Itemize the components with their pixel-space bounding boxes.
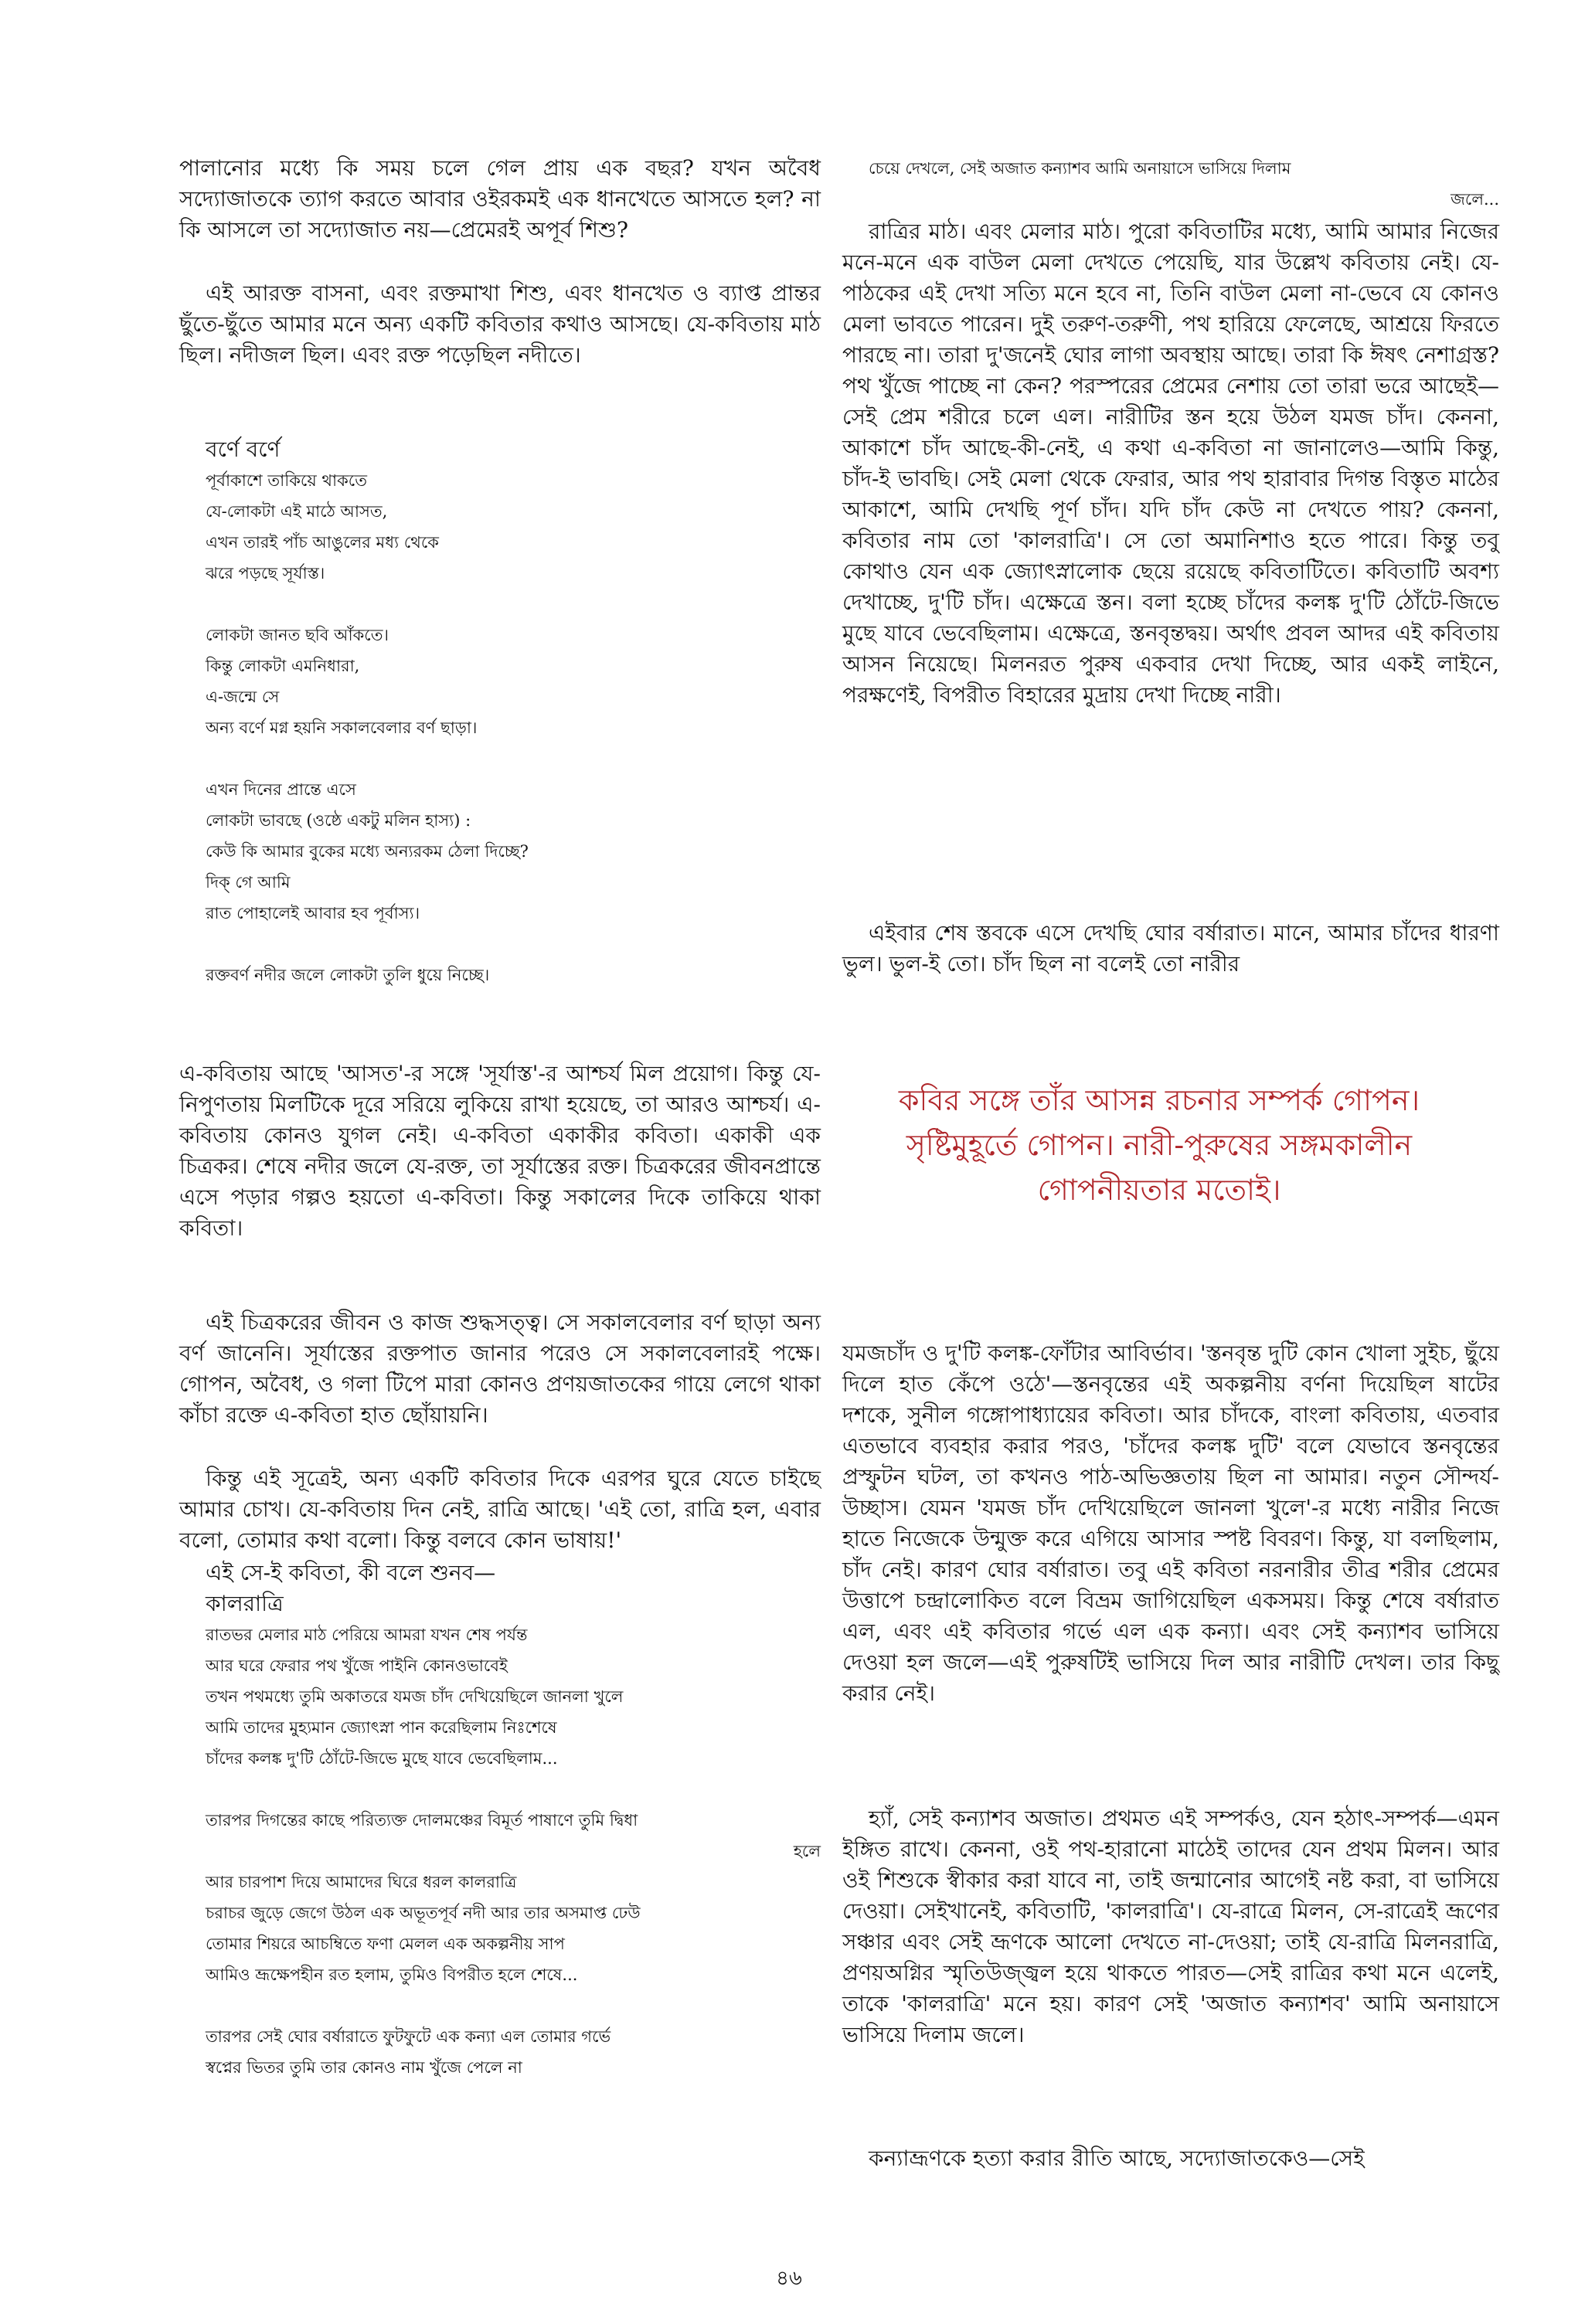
poem-line: কেউ কি আমার বুকের মধ্যে অন্যরকম ঠেলা দিচ্ছে?	[206, 842, 529, 861]
poem-2-wrap: হলে	[793, 1842, 821, 1860]
poem-line: তখন পথমধ্যে তুমি অকাতরে যমজ চাঁদ দেখিয়েছিলে জানলা খুলে	[206, 1687, 624, 1706]
right-quote-line: চেয়ে দেখলে, সেই অজাত কন্যাশব আমি অনায়াসে ভাসিয়ে দিলাম	[869, 159, 1291, 178]
poem-1	[179, 434, 821, 990]
poem-line: আমি তাদের মুহ্যমান জ্যোৎস্না পান করেছিলাম নিঃশেষে	[206, 1718, 557, 1737]
poem-1-title: বর্ণে বর্ণে	[206, 437, 281, 462]
poem-line: আর চারপাশ দিয়ে আমাদের ঘিরে ধরল কালরাত্রি	[206, 1873, 517, 1891]
poem-line: এ-জন্মে সে	[206, 688, 280, 706]
stanza-break	[206, 929, 821, 960]
poem-line: তারপর দিগন্তের কাছে পরিত্যক্ত দোলমঞ্চের বিমূর্ত পাষাণে তুমি দ্বিধা	[206, 1811, 638, 1830]
poem-line: রক্তবর্ণ নদীর জলে লোকটা তুলি ধুয়ে নিচ্ছে।	[206, 966, 490, 984]
right-paragraph-2: এইবার শেষ স্তবকে এসে দেখছি ঘোর বর্ষারাত। মানে, আমার চাঁদের ধারণা ভুল। ভুল-ই তো। চাঁদ ছিল না বলেই তো নারীর	[842, 920, 1499, 977]
right-quote-wrap: জলে...	[1450, 190, 1499, 209]
right-paragraph-1: রাত্রির মাঠ। এবং মেলার মাঠ। পুরো কবিতাটির মধ্যে, আমি আমার নিজের মনে-মনে এক বাউল মেলা দেখতে পেয়েছি, যার উল্লেখ কবিতায় নেই। যে-পাঠকের এই দেখা সত্যি মনে হবে না, তিনি বাউল মেলা না-ভেবে যে কোনও মেলা ভাবতে পারেন। দুই তরুণ-তরুণী, পথ হারিয়ে ফেলেছে, আশ্রয়ে ফিরতে পারছে না। তারা দু'জনেই ঘোর লাগা অবস্থায় আছে। তারা কি ঈষৎ নেশাগ্রস্ত? পথ খুঁজে পাচ্ছে না কেন? পরস্পরের প্রেমের নেশায় তো তারা ভরে আছেই—সেই প্রেম শরীরে চলে এল। নারীটির স্তন হয়ে উঠল যমজ চাঁদ। কেননা, আকাশে চাঁদ আছে-কী-নেই, এ কথা এ-কবিতা না জানালেও—আমি কিন্তু, চাঁদ-ই ভাবছি। সেই মেলা থেকে ফেরার, আর পথ হারাবার দিগন্ত বিস্তৃত মাঠের আকাশে, আমি দেখছি পূর্ণ চাঁদ। যদি চাঁদ কেউ না দেখতে পায়? কেননা, কবিতার নাম তো 'কালরাত্রি'। সে তো অমানিশাও হতে পারে। কিন্তু তবু কোথাও যেন এক জ্যোৎস্নালোক ছেয়ে রয়েছে কবিতাটিতে। কবিতাটি অবশ্য দেখাচ্ছে, দু'টি চাঁদ। এক্ষেত্রে স্তন। বলা হচ্ছে চাঁদের কলঙ্ক দু'টি ঠোঁটে-জিভে মুছে যাবে ভেবেছিলাম। এক্ষেত্রে, স্তনবৃন্তদ্বয়। অর্থাৎ প্রবল আদর এই কবিতায় আসন নিয়েছে। মিলনরত পুরুষ একবার দেখা দিচ্ছে, আর একই লাইনে, পরক্ষণেই, বিপরীত বিহারের মুদ্রায় দেখা দিচ্ছে নারী।	[842, 219, 1500, 708]
poem-line: পূর্বাকাশে তাকিয়ে থাকতে	[206, 471, 367, 490]
stanza-break	[206, 1774, 821, 1805]
poem-line: লোকটা ভাবছে (ওষ্ঠে একটু মলিন হাস্য) :	[206, 811, 471, 830]
right-paragraph-3: যমজচাঁদ ও দু'টি কলঙ্ক-ফোঁটার আবির্ভাব। 'স্তনবৃন্ত দুটি কোন খোলা সুইচ, ছুঁয়ে দিলে হাত কেঁপে ওঠে'—স্তনবৃন্তের এই অকল্পনীয় বর্ণনা দিয়েছিল ষাটের দশকে, সুনীল গঙ্গোপাধ্যায়ের কবিতা। আর চাঁদকে, বাংলা কবিতায়, এতবার এতভাবে ব্যবহার করার পরও, 'চাঁদের কলঙ্ক দুটি' বলে যেভাবে স্তনবৃন্তের প্রস্ফুটন ঘটল, তা কখনও পাঠ-অভিজ্ঞতায় ছিল না আমার। নতুন সৌন্দর্য-উচ্ছাস। যেমন 'যমজ চাঁদ দেখিয়েছিলে জানলা খুলে'-র মধ্যে নারীর নিজে হাতে নিজেকে উন্মুক্ত করে এগিয়ে আসার স্পষ্ট বিবরণ। কিন্তু, যা বলছিলাম, চাঁদ নেই। কারণ ঘোর বর্ষারাত। তবু এই কবিতা নরনারীর তীব্র শরীর প্রেমের উত্তাপে চন্দ্রালোকিত বলে বিভ্রম জাগিয়েছিল একসময়। কিন্তু শেষে বর্ষারাত এল, এবং এই কবিতার গর্ভে এল এক কন্যা। এবং সেই কন্যাশব ভাসিয়ে দেওয়া হল জলে—এই পুরুষটিই ভাসিয়ে দিল আর নারীটি দেখল। তার কিছু করার নেই।	[842, 1340, 1499, 1706]
poem-line: তারপর সেই ঘোর বর্ষারাতে ফুটফুটে এক কন্যা এল তোমার গর্ভে	[206, 2027, 611, 2046]
poem-line: অন্য বর্ণে মগ্ন হয়নি সকালবেলার বর্ণ ছাড়া।	[206, 719, 478, 737]
poem-line: রাত পোহালেই আবার হব পূর্বাস্য।	[206, 904, 420, 922]
left-paragraph-6: এই সে-ই কবিতা, কী বলে শুনব—	[206, 1560, 496, 1585]
poem-line: চাঁদের কলঙ্ক দু'টি ঠোঁটে-জিভে মুছে যাবে ভেবেছিলাম...	[206, 1749, 558, 1768]
poem-line: এখন তারই পাঁচ আঙুলের মধ্য থেকে	[206, 533, 439, 552]
poem-line: রাতভর মেলার মাঠ পেরিয়ে আমরা যখন শেষ পর্যন্ত	[206, 1626, 528, 1644]
poem-line: দিক্‌ গে আমি	[206, 873, 291, 892]
pull-quote: কবির সঙ্গে তাঁর আসন্ন রচনার সম্পর্ক গোপন। সৃষ্টিমুহূর্তে গোপন। নারী-পুরুষের সঙ্গমকালীন গোপনীয়তার মতোই।	[898, 1083, 1420, 1207]
left-paragraph-4: এই চিত্রকরের জীবন ও কাজ শুদ্ধসত্ত্ব। সে সকালবেলার বর্ণ ছাড়া অন্য বর্ণ জানেনি। সূর্যাস্তের রক্তপাত জানার পরেও সে সকালবেলারই পক্ষে। গোপন, অবৈধ, ও গলা টিপে মারা কোনও প্রণয়জাতকের গায়ে লেগে থাকা কাঁচা রক্তে এ-কবিতা হাত ছোঁয়ায়নি।	[179, 1310, 821, 1428]
left-paragraph-3: এ-কবিতায় আছে 'আসত'-র সঙ্গে 'সূর্যাস্ত'-র আশ্চর্য মিল প্রয়োগ। কিন্তু যে-নিপুণতায় মিলটিকে দূরে সরিয়ে লুকিয়ে রাখা হয়েছে, তা আরও আশ্চর্য। এ-কবিতায় কোনও যুগল নেই। এ-কবিতা একাকীর কবিতা। একাকী এক চিত্রকর। শেষে নদীর জলে যে-রক্ত, তা সূর্যাস্তের রক্ত। চিত্রকরের জীবনপ্রান্তে এসে পড়ার গল্পও হয়তো এ-কবিতা। কিন্তু সকালের দিকে তাকিয়ে থাকা কবিতা।	[179, 1061, 821, 1241]
poem-2-lines-b	[206, 1867, 821, 2083]
right-paragraph-4: হ্যাঁ, সেই কন্যাশব অজাত। প্রথমত এই সম্পর্কও, যেন হঠাৎ-সম্পর্ক—এমন ইঙ্গিত রাখে। কেননা, ওই পথ-হারানো মাঠেই তাদের যেন প্রথম মিলন। আর ওই শিশুকে স্বীকার করা যাবে না, তাই জন্মানোর আগেই নষ্ট করা, বা ভাসিয়ে দেওয়া। সেইখানেই, কবিতাটি, 'কালরাত্রি'। যে-রাত্রে মিলন, সে-রাত্রেই ভ্রূণের সঞ্চার এবং সেই ভ্রূণকে আলো দেখতে না-দেওয়া; তাই যে-রাত্রি মিলনরাত্রি, প্রণয়অগ্নির স্মৃতিউজ্জ্বল হয়ে থাকতে পারত—সেই রাত্রির কথা মনে এলেই, তাকে 'কালরাত্রি' মনে হয়। কারণ সেই 'অজাত কন্যাশব' আমি অনায়াসে ভাসিয়ে দিলাম জলে।	[842, 1806, 1499, 2047]
poem-line: তোমার শিয়রে আচম্বিতে ফণা মেলল এক অকল্পনীয় সাপ	[206, 1935, 565, 1953]
poem-line: আর ঘরে ফেরার পথ খুঁজে পাইনি কোনওভাবেই	[206, 1656, 508, 1675]
poem-line: যে-লোকটা এই মাঠে আসত,	[206, 502, 388, 521]
poem-line: আমিও ভ্রূক্ষেপহীন রত হলাম, তুমিও বিপরীত হলে শেষে...	[206, 1966, 578, 1984]
left-paragraph-2: এই আরক্ত বাসনা, এবং রক্তমাখা শিশু, এবং ধানখেত ও ব্যাপ্ত প্রান্তর ছুঁতে-ছুঁতে আমার মনে অন্য একটি কবিতার কথাও আসছে। যে-কবিতায় মাঠ ছিল। নদীজল ছিল। এবং রক্ত পড়েছিল নদীতে।	[179, 280, 821, 368]
page-number: ৪৬	[776, 2267, 802, 2290]
poem-2	[179, 1588, 821, 2083]
poem-line: স্বপ্নের ভিতর তুমি তার কোনও নাম খুঁজে পেলে না	[206, 2058, 522, 2077]
stanza-break	[206, 589, 821, 620]
poem-line: চরাচর জুড়ে জেগে উঠল এক অভূতপূর্ব নদী আর তার অসমাপ্ত ঢেউ	[206, 1904, 641, 1922]
stanza-break	[206, 1990, 821, 2021]
stanza-break	[206, 743, 821, 774]
poem-line: এখন দিনের প্রান্তে এসে	[206, 780, 356, 799]
poem-2-title: কালরাত্রি	[206, 1591, 284, 1616]
poem-line: ঝরে পড়ছে সূর্যাস্ত।	[206, 564, 325, 583]
poem-2-lines-a	[206, 1619, 821, 1836]
poem-1-lines	[206, 465, 821, 990]
right-paragraph-5: কন্যাভ্রূণকে হত্যা করার রীতি আছে, সদ্যোজাতকেও—সেই	[869, 2146, 1365, 2171]
left-paragraph-5: কিন্তু এই সূত্রেই, অন্য একটি কবিতার দিকে এরপর ঘুরে যেতে চাইছে আমার চোখ। যে-কবিতায় দিন নেই, রাত্রি আছে। 'এই তো, রাত্রি হল, এবার বলো, তোমার কথা বলো। কিন্তু বলবে কোন ভাষায়!'	[179, 1466, 821, 1553]
poem-line: লোকটা জানত ছবি আঁকতে।	[206, 626, 389, 644]
poem-line: কিন্তু লোকটা এমনিধারা,	[206, 657, 360, 675]
left-paragraph-1: পালানোর মধ্যে কি সময় চলে গেল প্রায় এক বছর? যখন অবৈধ সদ্যোজাতকে ত্যাগ করতে আবার ওইরকমই এক ধানখেতে আসতে হল? না কি আসলে তা সদ্যোজাত নয়—প্রেমেরই অপূর্ব শিশু?	[179, 155, 821, 243]
right-quote	[842, 153, 1499, 215]
